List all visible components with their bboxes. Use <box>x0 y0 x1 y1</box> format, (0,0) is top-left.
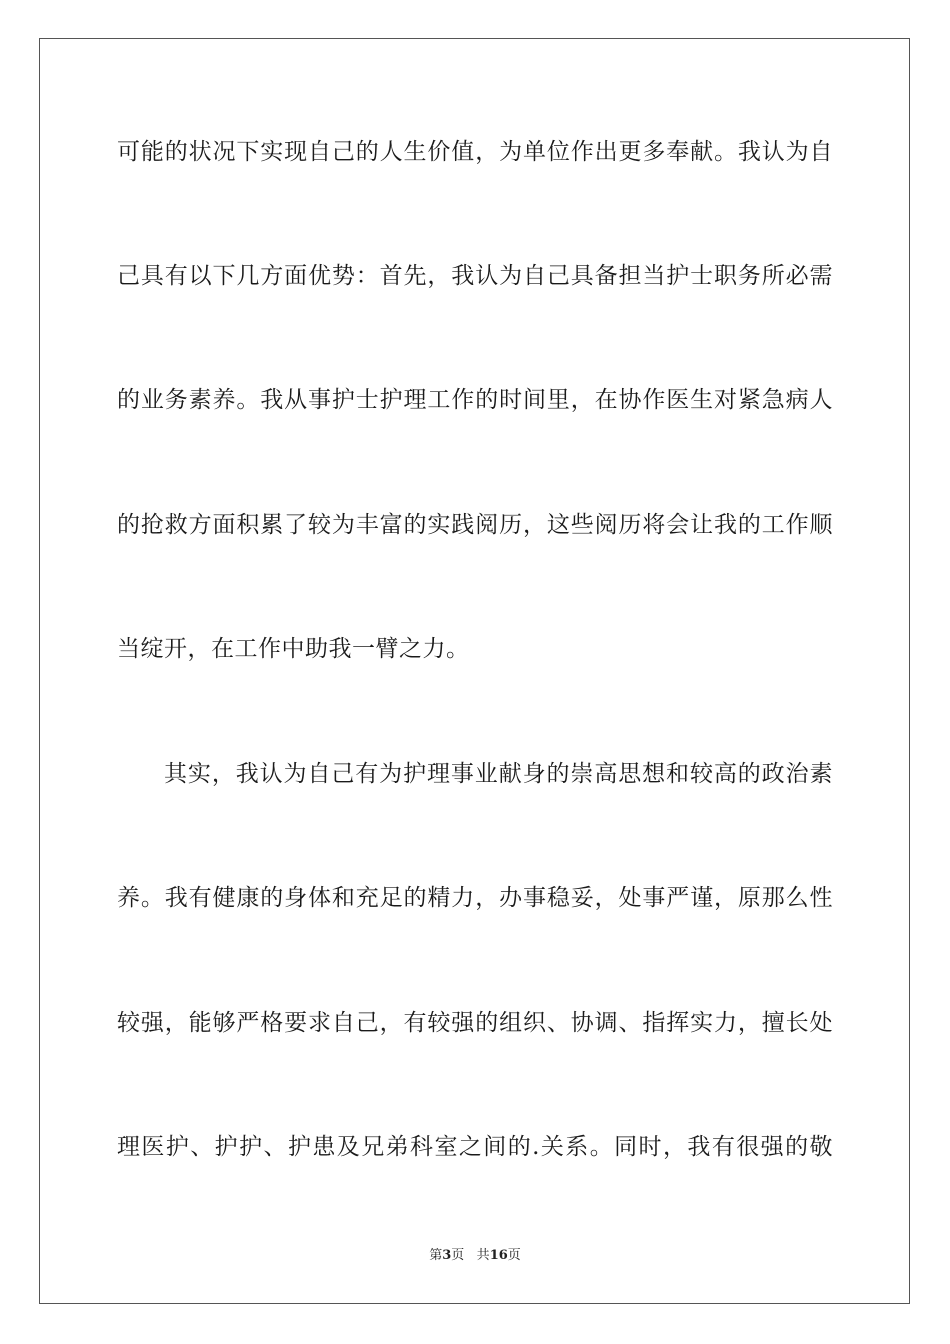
page-current: 3 <box>442 1248 452 1263</box>
text-line-9: 理医护、护护、护患及兄弟科室之间的.关系。同时，我有很强的敬 <box>117 1134 833 1160</box>
text-line-1: 可能的状况下实现自己的人生价值，为单位作出更多奉献。我认为自 <box>117 139 833 165</box>
page-suffix: 页 <box>451 1248 465 1263</box>
page-border <box>39 38 910 1304</box>
text-line-4: 的抢救方面积累了较为丰富的实践阅历，这些阅历将会让我的工作顺 <box>117 512 833 538</box>
page-footer <box>0 1247 950 1265</box>
total-suffix: 页 <box>507 1248 521 1263</box>
text-line-5: 当绽开，在工作中助我一臂之力。 <box>117 636 470 662</box>
total-prefix: 共 <box>476 1248 490 1263</box>
text-line-6: 其实，我认为自己有为护理事业献身的崇高思想和较高的政治素 <box>164 761 833 787</box>
text-line-8: 较强，能够严格要求自己，有较强的组织、协调、指挥实力，擅长处 <box>117 1010 833 1036</box>
text-line-7: 养。我有健康的身体和充足的精力，办事稳妥，处事严谨，原那么性 <box>117 885 833 911</box>
text-line-3: 的业务素养。我从事护士护理工作的时间里，在协作医生对紧急病人 <box>117 387 833 413</box>
text-line-2: 己具有以下几方面优势：首先，我认为自己具备担当护士职务所必需 <box>117 263 833 289</box>
page-total: 16 <box>489 1248 508 1263</box>
page-prefix: 第 <box>429 1248 443 1263</box>
